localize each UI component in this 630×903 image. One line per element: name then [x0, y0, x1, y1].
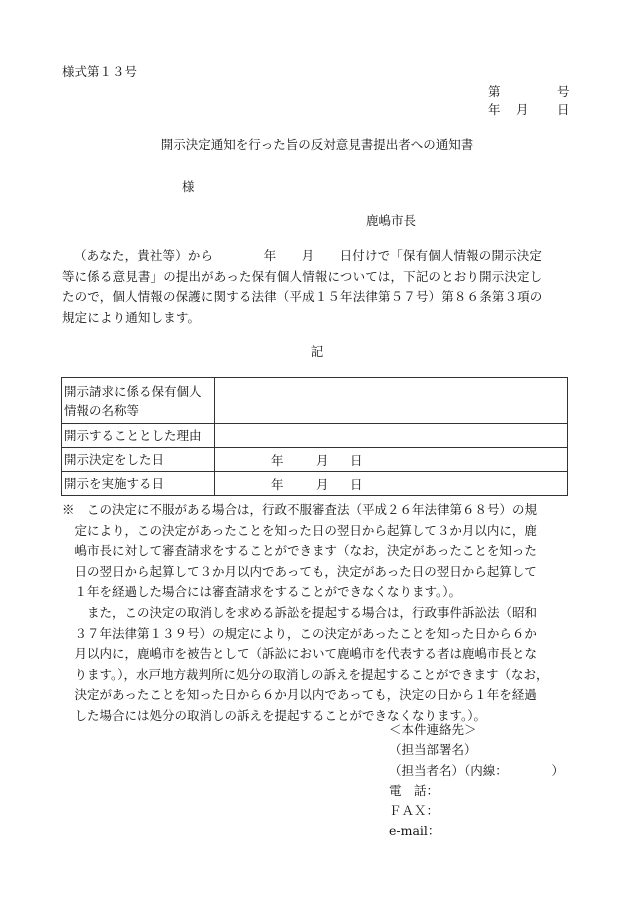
note-line: また，この決定の取消しを求める訴訟を提起する場合は，行政事件訴訟法（昭和: [62, 604, 538, 620]
table-row: [62, 378, 568, 424]
table-label-cell: [62, 378, 215, 424]
row4-label: 開示を実施する日: [62, 472, 215, 496]
day-label: 日: [350, 453, 363, 468]
contact-block: [389, 720, 564, 842]
contact-phone: 電 話：: [389, 782, 440, 798]
body-paragraph: [62, 246, 570, 328]
document-number-label: 第: [488, 84, 501, 99]
note-line: 決定があったことを知った日から６か月以内であっても，決定の日から１年を経過: [62, 687, 537, 703]
table-row: [62, 448, 568, 472]
ki-heading: 記: [310, 344, 324, 359]
note-line: した場合には処分の取消しの訴えを提起することができなくなります。）。: [62, 707, 487, 723]
table-value-cell: [215, 424, 568, 448]
form-number: 様式第１３号: [62, 64, 138, 79]
document-title: 開示決定通知を行った旨の反対意見書提出者への通知書: [160, 137, 474, 152]
note-line: 月以内に，鹿嶋市を被告として（訴訟において鹿嶋市を代表する者は鹿嶋市長とな: [62, 646, 538, 662]
row3-label: 開示決定をした日: [62, 448, 215, 472]
year-label: 年: [271, 453, 284, 468]
row1-label-line2: 情報の名称等: [64, 402, 140, 418]
notes-section: [62, 500, 572, 727]
date-day-label: 日: [557, 102, 570, 117]
addressee-honorific: 様: [182, 179, 195, 194]
contact-person: （担当者名）（内線： ）: [389, 762, 565, 778]
contact-department: （担当部署名）: [389, 742, 477, 758]
body-line: 等に係る意見書」の提出があった保有個人情報については，下記のとおり開示決定し: [62, 268, 543, 284]
date-month-label: 月: [516, 102, 529, 117]
body-line: （あなた，貴社等）から 年 月 日付けで「保有個人情報の開示決定: [74, 248, 543, 263]
contact-heading: ＜本件連絡先＞: [389, 722, 477, 737]
body-line: 規定により通知します。: [62, 309, 201, 325]
year-label: 年: [271, 477, 284, 492]
table-value-cell: [215, 378, 568, 424]
day-label: 日: [350, 477, 363, 492]
note-line: ※ この決定に不服がある場合は，行政不服審査法（平成２６年法律第６８号）の規: [62, 502, 538, 517]
row1-label-line1: 開示請求に係る保有個人: [64, 383, 202, 399]
info-table: [61, 377, 568, 496]
sender-name: 鹿嶋市長: [366, 213, 417, 228]
implementation-date-cell: [215, 472, 568, 496]
month-label: 月: [316, 453, 329, 468]
contact-email: e-mail：: [389, 823, 441, 839]
body-line: たので，個人情報の保護に関する法律（平成１５年法律第５７号）第８６条第３項の: [62, 289, 543, 304]
document-number-suffix: 号: [557, 84, 570, 99]
row2-label: 開示することとした理由: [62, 424, 215, 448]
note-line: ３７年法律第１３９号）の規定により，この決定があったことを知った日から６か: [62, 625, 537, 641]
contact-fax: ＦＡＸ：: [389, 803, 440, 819]
table-row: [62, 424, 568, 448]
note-line: ります。），水戸地方裁判所に処分の取消しの訴えを提起することができます（なお，: [62, 666, 549, 682]
note-line: 定により，この決定があったことを知った日の翌日から起算して３か月以内に，鹿: [62, 522, 537, 538]
note-line: 嶋市長に対して審査請求をすることができます（なお，決定があったことを知った: [62, 543, 537, 559]
note-line: １年を経過した場合には審査請求をすることができなくなります。）。: [62, 584, 462, 600]
decision-date-cell: [215, 448, 568, 472]
date-year-label: 年: [488, 102, 501, 117]
month-label: 月: [316, 477, 329, 492]
note-line: 日の翌日から起算して３か月以内であっても，決定があった日の翌日から起算して: [62, 563, 537, 579]
table-row: [62, 472, 568, 496]
